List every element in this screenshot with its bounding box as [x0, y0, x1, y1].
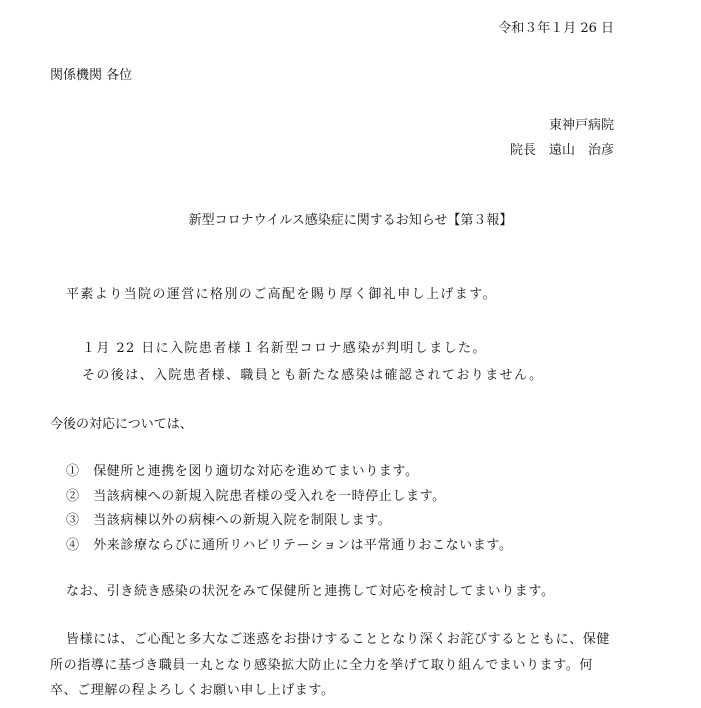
response-intro: 今後の対応については、	[50, 417, 193, 432]
sender-person: 院長 遠山 治彦	[509, 143, 614, 158]
note-paragraph: なお、引き続き感染の状況をみて保健所と連携して対応を検討してまいります。	[66, 584, 555, 599]
response-item-4: ④ 外来診療ならびに通所リハビリテーションは平常通りおこないます。	[66, 538, 513, 553]
report-line-2: その後は、入院患者様、職員とも新たな感染は確認されておりません。	[82, 368, 544, 383]
document-date: 令和３年１月 26 日	[498, 21, 614, 36]
response-item-2: ② 当該病棟への新規入院患者様の受入れを一時停止します。	[66, 489, 446, 504]
response-item-1: ① 保健所と連携を図り適切な対応を進めてまいります。	[66, 464, 419, 479]
notice-title: 新型コロナウイルス感染症に関するお知らせ【第３報】	[188, 213, 513, 228]
report-line-1: １月 22 日に入院患者様１名新型コロナ感染が判明しました。	[82, 341, 487, 356]
sender-organization: 東神戸病院	[548, 118, 614, 133]
closing-line-1: 皆様には、ご心配と多大なご迷惑をお掛けすることとなり深くお詫びするとともに、保健	[66, 632, 611, 647]
closing-line-2: 所の指導に基づき職員一丸となり感染拡大防止に全力を挙げて取り組んでまいります。何	[50, 658, 593, 673]
closing-line-3: 卒、ご理解の程よろしくお願い申し上げます。	[50, 683, 335, 698]
response-item-3: ③ 当該病棟以外の病棟への新規入院を制限します。	[66, 513, 392, 528]
greeting-paragraph: 平素より当院の運営に格別のご高配を賜り厚く御礼申し上げます。	[66, 287, 497, 302]
recipient-line: 関係機関 各位	[50, 68, 133, 83]
